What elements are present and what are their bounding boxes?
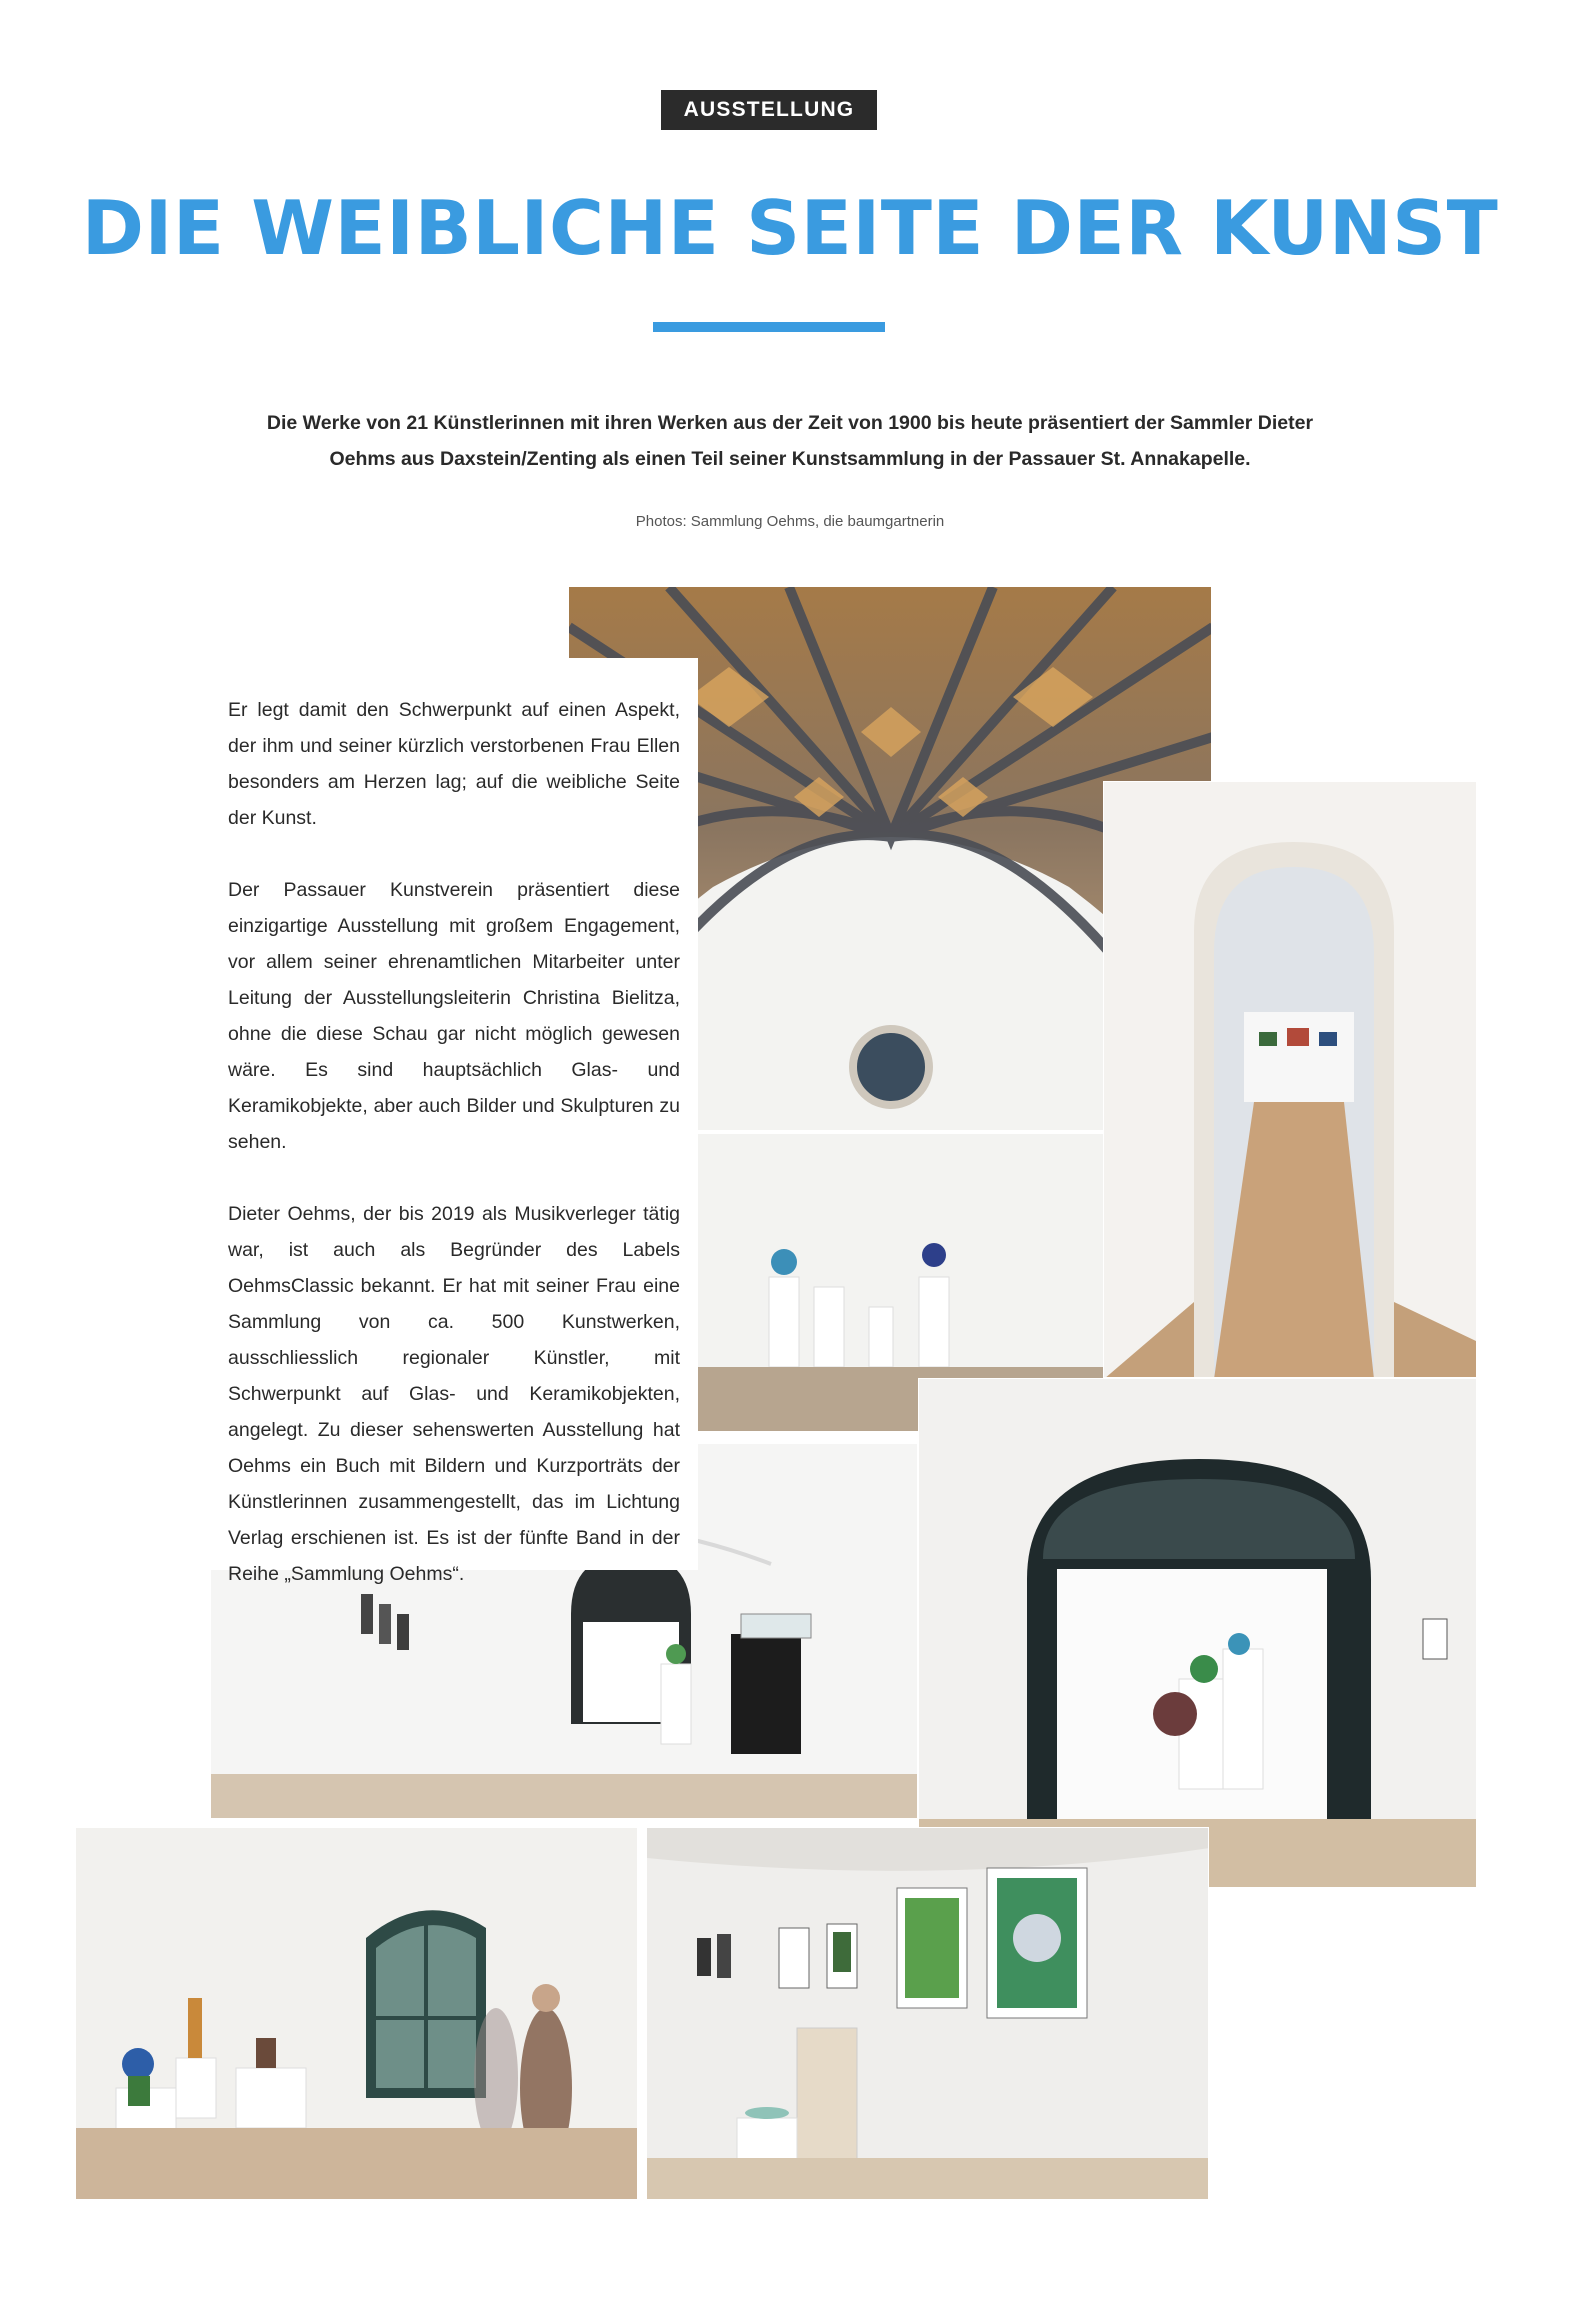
headline: DIE WEIBLICHE SEITE DER KUNST [81, 184, 1499, 272]
photo-paintings-wall [646, 1827, 1209, 2200]
photo-credit: Photos: Sammlung Oehms, die baumgartnerin [635, 513, 945, 530]
body-paragraph-2: Der Passauer Kunstverein präsentiert diese einzigartige Ausstellung mit großem Engagement, vor allem seiner ehrenamtlichen Mitarbeiter unter Leitung der Ausstellungsleiterin Christina Bielitza, ohne die diese Schau gar nicht möglich gewesen wäre. Es sind hauptsächlich Glas- und Keramikobjekte, aber auch Bilder und Skulpturen zu sehen. [228, 879, 680, 1153]
body-paragraph-3: Dieter Oehms, der bis 2019 als Musikverleger tätig war, ist auch als Begründer des Labels OehmsClassic bekannt. Er hat mit seiner Frau eine Sammlung von ca. 500 Kunstwerken, ausschliesslich regionaler Künstler, mit Schwerpunkt auf Glas- und Keramikobjekten, angelegt. Zu dieser sehenswerten Ausstellung hat Oehms ein Buch mit Bildern und Kurzporträts der Künstlerinnen zusammengestellt, das im Lichtung Verlag erschienen ist. Es ist der fünfte Band in der Reihe „Sammlung Oehms“. [228, 1203, 680, 1585]
photo-visitors [75, 1827, 638, 2200]
intro-text: Die Werke von 21 Künstlerinnen mit ihren Werken aus der Zeit von 1900 bis heute präsentiert der Sammler Dieter Oehms aus Daxstein/Zenting als einen Teil seiner Kunstsammlung in der Passauer St. Annakapelle. [266, 412, 1314, 470]
body-paragraph-1: Er legt damit den Schwerpunkt auf einen Aspekt, der ihm und seiner kürzlich verstorbenen Frau Ellen besonders am Herzen lag; auf die weibliche Seite der Kunst. [228, 699, 680, 829]
section-tag: AUSSTELLUNG [661, 90, 877, 130]
headline-rule [653, 322, 885, 332]
body-text-panel [210, 658, 698, 1585]
photo-glass-arch-hall [918, 1378, 1477, 1888]
photo-archway-corridor [1103, 781, 1477, 1378]
